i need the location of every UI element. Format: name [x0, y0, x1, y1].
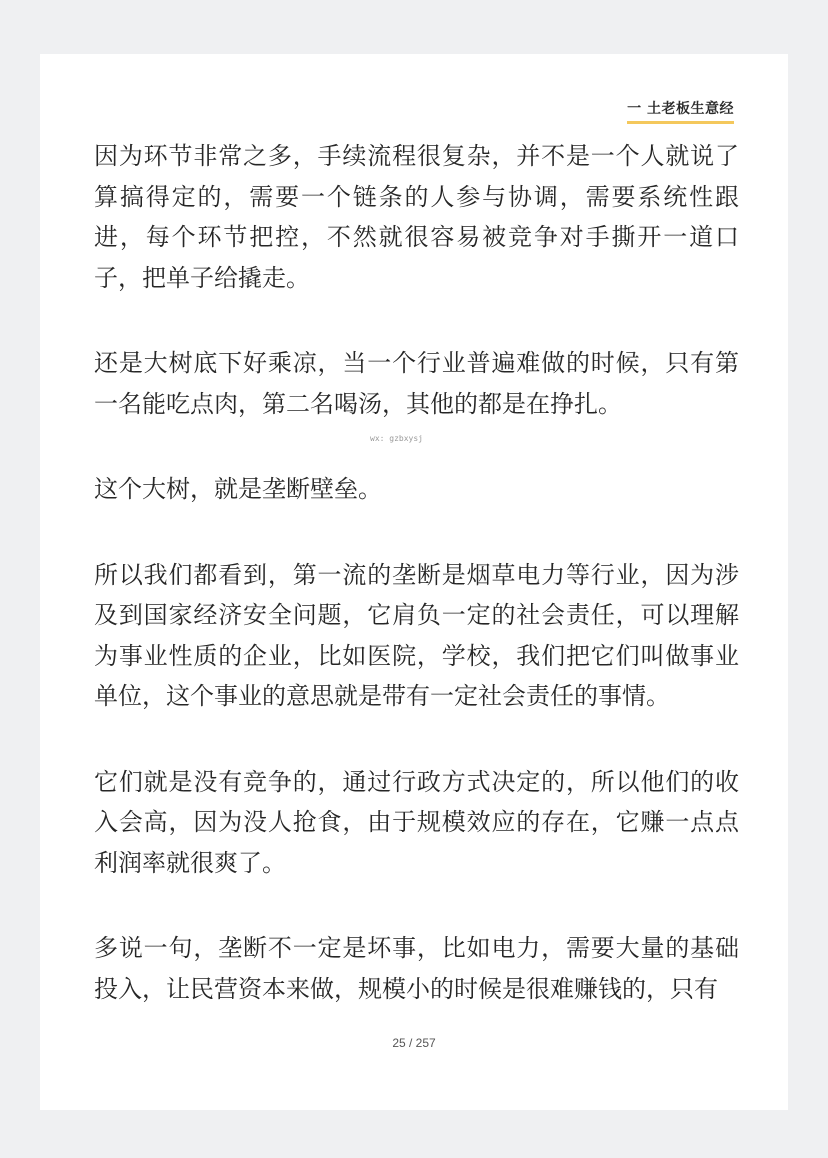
chapter-title-underline	[627, 121, 734, 124]
body-text	[94, 136, 739, 1054]
paragraph: 因为环节非常之多，手续流程很复杂，并不是一个人就说了算搞得定的，需要一个链条的人参与协调，需要系统性跟进，每个环节把控，不然就很容易被竞争对手撕开一道口子，把单子给撬走。	[94, 142, 739, 292]
page-number: 25 / 257	[392, 1036, 436, 1050]
paragraph: 这个大树，就是垄断壁垒。	[94, 475, 382, 503]
paragraph: 所以我们都看到，第一流的垄断是烟草电力等行业，因为涉及到国家经济安全问题，它肩负一定的社会责任，可以理解为事业性质的企业，比如医院，学校，我们把它们叫做事业单位，这个事业的意思就是带有一定社会责任的事情。	[94, 560, 739, 710]
chapter-header	[627, 98, 734, 118]
chapter-title: 一 土老板生意经	[627, 101, 734, 117]
paragraph: 还是大树底下好乘凉，当一个行业普遍难做的时候，只有第一名能吃点肉，第二名喝汤，其他的都是在挣扎。	[94, 349, 739, 418]
watermark: wx: gzbxysj	[370, 434, 423, 443]
paragraph: 它们就是没有竞争的，通过行政方式决定的，所以他们的收入会高，因为没人抢食，由于规模效应的存在，它赚一点点利润率就很爽了。	[94, 767, 739, 877]
document-page	[40, 54, 788, 1110]
paragraph: 多说一句，垄断不一定是坏事，比如电力，需要大量的基础投入，让民营资本来做，规模小的时候是很难赚钱的，只有	[94, 934, 739, 1003]
